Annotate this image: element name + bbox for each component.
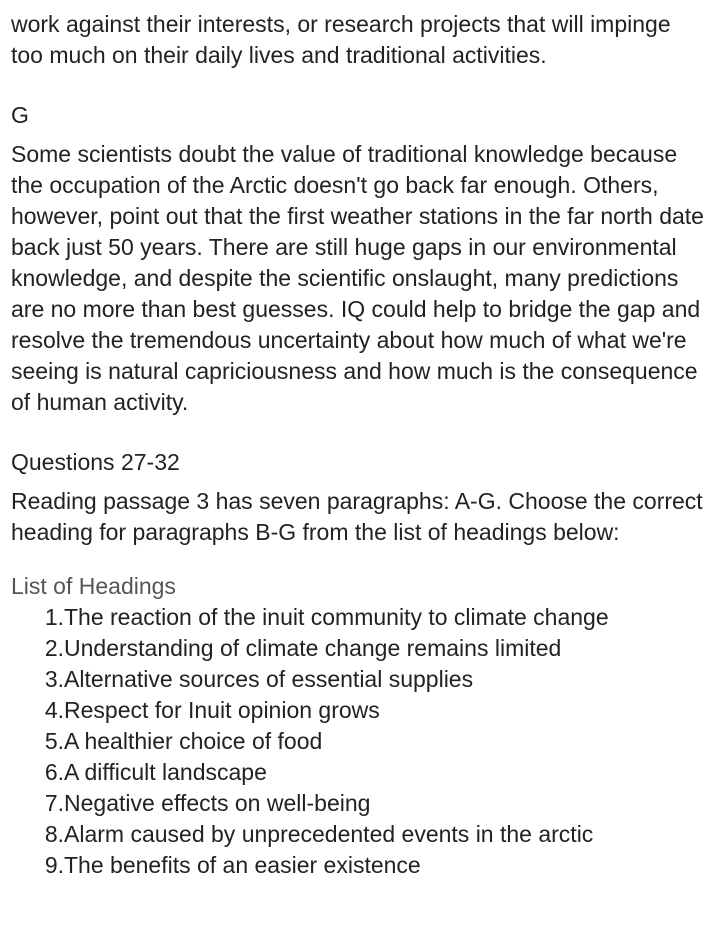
heading-number: 1. [44,604,64,630]
heading-item [37,602,705,633]
intro-paragraph: work against their interests, or research projects that will impinge too much on their daily lives and traditional activities. [11,11,671,68]
heading-number: 2. [44,635,64,661]
heading-item [37,819,705,850]
heading-item [37,757,705,788]
heading-text: Respect for Inuit opinion grows [64,697,380,723]
heading-text: The benefits of an easier existence [64,852,421,878]
headings-list-title: List of Headings [11,573,176,599]
heading-item [37,850,705,881]
heading-number: 7. [44,790,64,816]
heading-text: Alternative sources of essential supplies [64,666,474,692]
heading-number: 4. [44,697,64,723]
paragraph-g-text: Some scientists doubt the value of traditional knowledge because the occupation of the Arctic doesn't go back far enough. Others, however, point out that the first weather stations in the far north date back just 50 years. There are still huge gaps in our environmental knowledge, and despite the scientific onslaught, many predictions are no more than best guesses. IQ could help to bridge the gap and resolve the tremendous uncertainty about how much of what we're seeing is natural capriciousness and how much is the consequence of human activity. [11,141,704,415]
heading-item [37,664,705,695]
heading-text: The reaction of the inuit community to climate change [64,604,609,630]
questions-instructions: Reading passage 3 has seven paragraphs: A-G. Choose the correct heading for paragraphs B-G from the list of headings below: [11,488,703,545]
heading-text: Alarm caused by unprecedented events in the arctic [64,821,594,847]
heading-number: 3. [44,666,64,692]
paragraph-g-label: G [11,102,29,128]
questions-title: Questions 27-32 [11,449,180,475]
heading-item [37,726,705,757]
heading-text: Understanding of climate change remains limited [64,635,562,661]
heading-number: 9. [44,852,64,878]
heading-item [37,788,705,819]
heading-text: Negative effects on well-being [64,790,371,816]
heading-number: 8. [44,821,64,847]
heading-number: 6. [44,759,64,785]
heading-item [37,695,705,726]
headings-list [11,602,705,881]
heading-text: A difficult landscape [64,759,267,785]
heading-text: A healthier choice of food [64,728,323,754]
heading-number: 5. [44,728,64,754]
heading-item [37,633,705,664]
